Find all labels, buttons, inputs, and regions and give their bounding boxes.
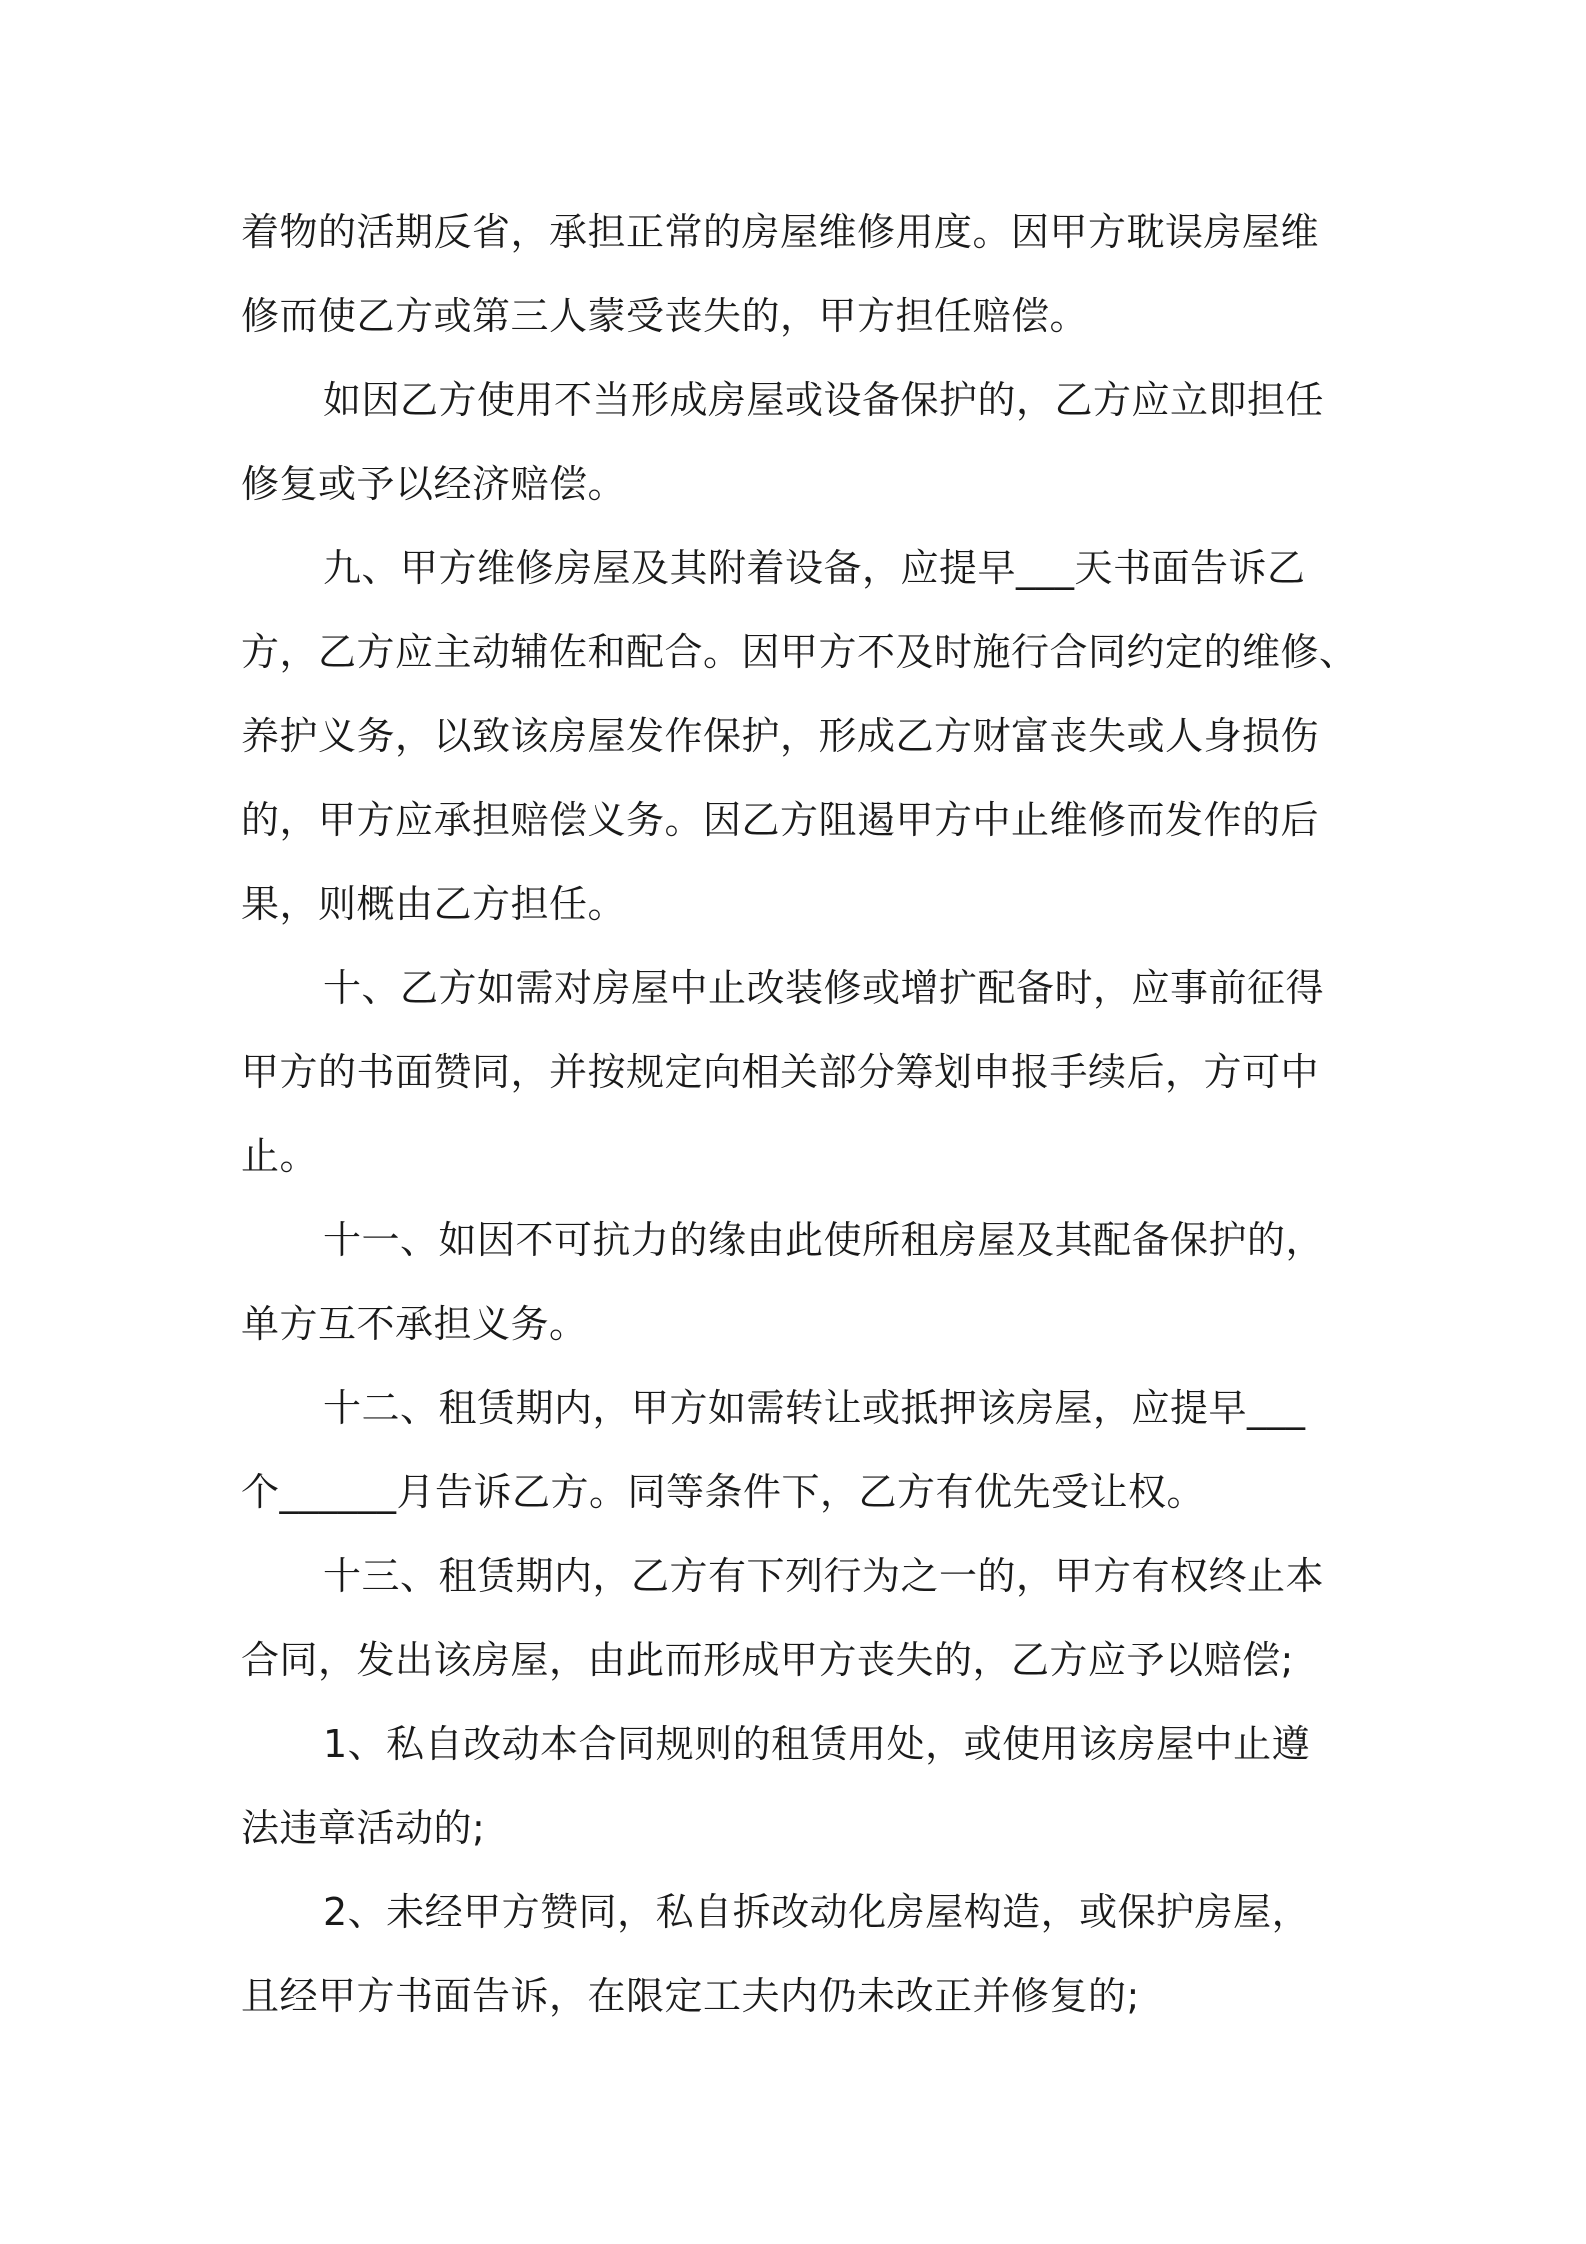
text-line: 果，则概由乙方担任。 (241, 882, 627, 926)
text-line: 十、乙方如需对房屋中止改装修或增扩配备时，应事前征得 (323, 966, 1325, 1010)
text-line: 合同，发出该房屋，由此而形成甲方丧失的，乙方应予以赔偿; (241, 1638, 1294, 1682)
text-line: 着物的活期反省，承担正常的房屋维修用度。因甲方耽误房屋维 (241, 210, 1320, 254)
text-line: 甲方的书面赞同，并按规定向相关部分筹划申报手续后，方可中 (241, 1050, 1320, 1094)
text-line: 法违章活动的; (241, 1806, 486, 1850)
text-line: 单方互不承担义务。 (241, 1302, 588, 1346)
text-line: 十三、租赁期内，乙方有下列行为之一的，甲方有权终止本 (323, 1554, 1325, 1598)
text-line: 1、私自改动本合同规则的租赁用处，或使用该房屋中止遵 (323, 1722, 1311, 1766)
text-line: 十一、如因不可抗力的缘由此使所租房屋及其配备保护的， (323, 1218, 1325, 1262)
text-line: 且经甲方书面告诉，在限定工夫内仍未改正并修复的; (241, 1974, 1140, 2018)
text-line: 的，甲方应承担赔偿义务。因乙方阻遏甲方中止维修而发作的后 (241, 798, 1320, 842)
text-line: 如因乙方使用不当形成房屋或设备保护的，乙方应立即担任 (323, 378, 1325, 422)
text-line: 方，乙方应主动辅佐和配合。因甲方不及时施行合同约定的维修、 (241, 630, 1358, 674)
text-line: 养护义务，以致该房屋发作保护，形成乙方财富丧失或人身损伤 (241, 714, 1320, 758)
text-line: 个______月告诉乙方。同等条件下，乙方有优先受让权。 (241, 1470, 1206, 1514)
text-line: 九、甲方维修房屋及其附着设备，应提早___天书面告诉乙 (323, 546, 1306, 590)
contract-body-text (241, 190, 1358, 2038)
text-line: 十二、租赁期内，甲方如需转让或抵押该房屋，应提早___ (323, 1386, 1306, 1430)
text-line: 修而使乙方或第三人蒙受丧失的，甲方担任赔偿。 (241, 294, 1089, 338)
text-line: 修复或予以经济赔偿。 (241, 462, 627, 506)
text-line: 止。 (241, 1134, 319, 1178)
text-line: 2、未经甲方赞同，私自拆改动化房屋构造，或保护房屋， (323, 1890, 1311, 1934)
